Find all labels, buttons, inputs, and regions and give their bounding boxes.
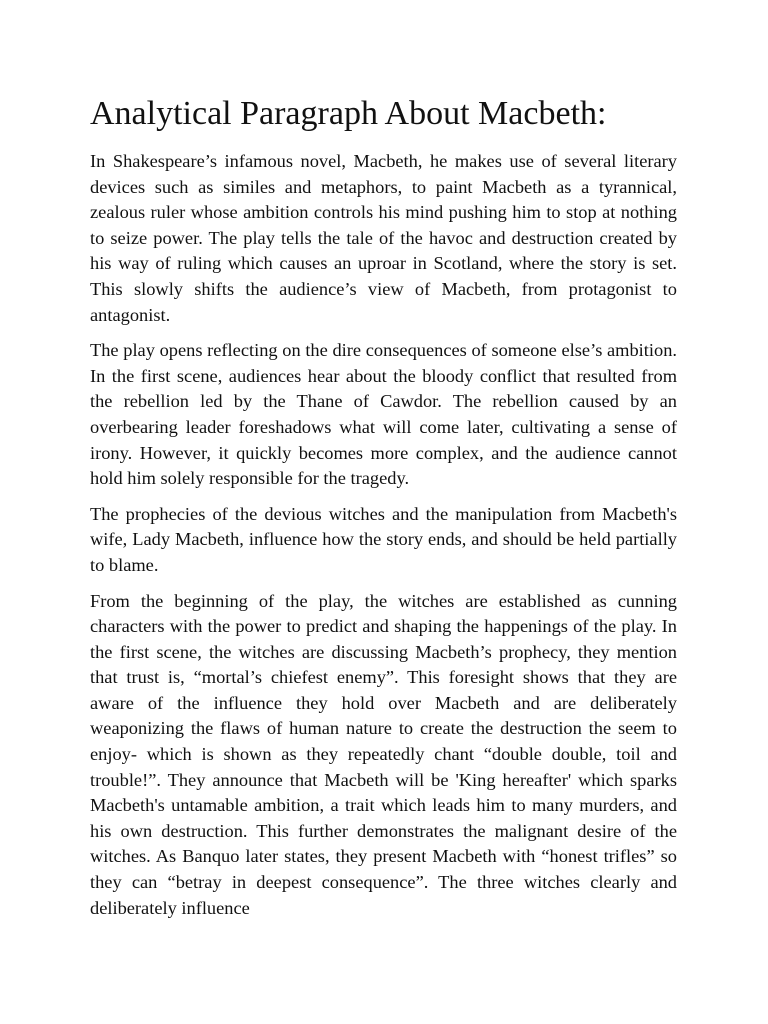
document-body: [90, 149, 677, 931]
paragraph-2: The play opens reflecting on the dire consequences of someone else’s ambition. In the first scene, audiences hear about the bloody conflict that resulted from the rebellion led by the Thane of Cawdor. The rebellion caused by an overbearing leader foreshadows what will come later, cultivating a sense of irony. However, it quickly becomes more complex, and the audience cannot hold him solely responsible for the tragedy.: [90, 340, 677, 489]
paragraph-4: From the beginning of the play, the witches are established as cunning characters with the power to predict and shaping the happenings of the play. In the first scene, the witches are discussing Macbeth’s prophecy, they mention that trust is, “mortal’s chiefest enemy”. This foresight shows that they are aware of the influence they hold over Macbeth and are deliberately weaponizing the flaws of human nature to create the destruction the seem to enjoy- which is shown as they repeatedly chant “double double, toil and trouble!”. They announce that Macbeth will be 'King hereafter' which sparks Macbeth's untamable ambition, a trait which leads him to many murders, and his own destruction. This further demonstrates the malignant desire of the witches. As Banquo later states, they present Macbeth with “honest trifles” so they can “betray in deepest consequence”. The three witches clearly and deliberately influence: [90, 590, 677, 918]
page-title: Analytical Paragraph About Macbeth:: [90, 95, 607, 132]
paragraph-3: The prophecies of the devious witches and the manipulation from Macbeth's wife, Lady Macbeth, influence how the story ends, and should be held partially to blame.: [90, 503, 677, 575]
paragraph-1: In Shakespeare’s infamous novel, Macbeth, he makes use of several literary devices such as similes and metaphors, to paint Macbeth as a tyrannical, zealous ruler whose ambition controls his mind pushing him to stop at nothing to seize power. The play tells the tale of the havoc and destruction created by his way of ruling which causes an uproar in Scotland, where the story is set. This slowly shifts the audience’s view of Macbeth, from protagonist to antagonist.: [90, 151, 677, 325]
